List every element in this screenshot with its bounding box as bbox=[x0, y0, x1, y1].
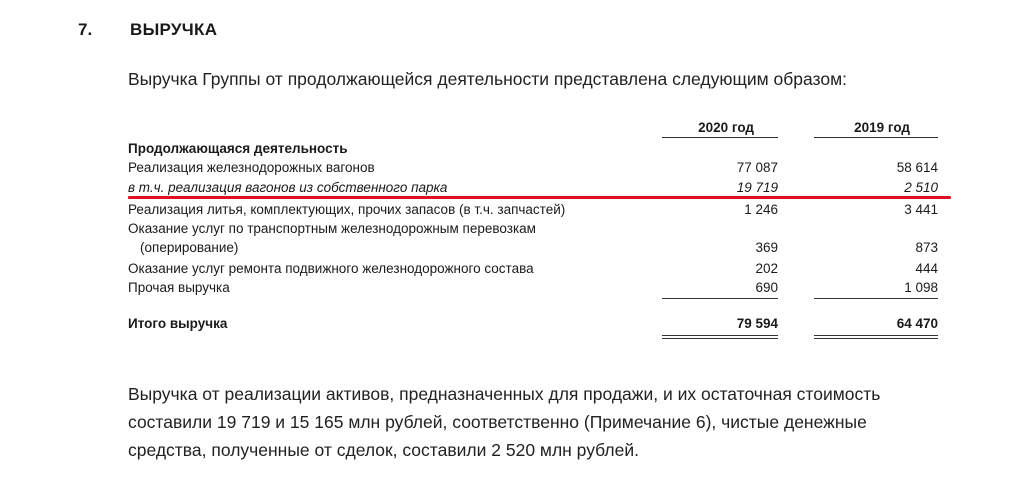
table-cell-2019: 3 441 bbox=[904, 202, 938, 217]
table-cell-2020: 690 bbox=[755, 280, 778, 295]
section-title: ВЫРУЧКА bbox=[130, 20, 218, 39]
table-cell-2020: 1 246 bbox=[744, 202, 778, 217]
subtotal-line-2019 bbox=[814, 298, 938, 299]
table-cell-2020: 369 bbox=[755, 240, 778, 255]
table-row-label: Реализация литья, комплектующих, прочих запасов (в т.ч. запчастей) bbox=[128, 202, 566, 217]
table-row-label: Прочая выручка bbox=[128, 280, 230, 295]
table-row-label: в т.ч. реализация вагонов из собственного парка bbox=[128, 180, 448, 195]
table-cell-2019: 2 510 bbox=[904, 180, 938, 195]
header-underline-2020 bbox=[662, 137, 778, 138]
table-cell-2019: 444 bbox=[915, 261, 938, 276]
table-row-label: Реализация железнодорожных вагонов bbox=[128, 160, 375, 175]
table-row-label: (оперирование) bbox=[140, 240, 239, 255]
paragraph-line: средства, полученные от сделок, составили 2 520 млн рублей. bbox=[128, 440, 639, 460]
table-cell-2020: 202 bbox=[755, 261, 778, 276]
paragraph-line: Выручка от реализации активов, предназначенных для продажи, и их остаточная стоимость bbox=[128, 384, 881, 404]
table-row-label: Оказание услуг ремонта подвижного железнодорожного состава bbox=[128, 261, 534, 276]
table-row-label: Оказание услуг по транспортным железнодорожным перевозкам bbox=[128, 221, 536, 236]
total-2019: 64 470 bbox=[896, 316, 938, 331]
total-double-line-2019-a bbox=[814, 335, 938, 336]
intro-text: Выручка Группы от продолжающейся деятельности представлена следующим образом: bbox=[128, 69, 848, 89]
total-double-line-2020-b bbox=[662, 338, 778, 339]
red-highlight-underline bbox=[128, 196, 951, 199]
total-double-line-2020-a bbox=[662, 335, 778, 336]
header-underline-2019 bbox=[814, 137, 938, 138]
table-cell-2019: 1 098 bbox=[904, 280, 938, 295]
table-cell-2019: 873 bbox=[915, 240, 938, 255]
subtotal-line-2020 bbox=[662, 298, 778, 299]
section-number: 7. bbox=[78, 20, 93, 39]
table-cell-2019: 58 614 bbox=[896, 160, 938, 175]
column-header-2019: 2019 год bbox=[854, 120, 910, 135]
total-2020: 79 594 bbox=[736, 316, 778, 331]
total-double-line-2019-b bbox=[814, 338, 938, 339]
group-header: Продолжающаяся деятельность bbox=[128, 141, 348, 156]
paragraph-line: составили 19 719 и 15 165 млн рублей, соответственно (Примечание 6), чистые денежные bbox=[128, 412, 867, 432]
column-header-2020: 2020 год bbox=[698, 120, 754, 135]
total-label: Итого выручка bbox=[128, 316, 228, 331]
table-cell-2020: 77 087 bbox=[736, 160, 778, 175]
table-cell-2020: 19 719 bbox=[736, 180, 778, 195]
